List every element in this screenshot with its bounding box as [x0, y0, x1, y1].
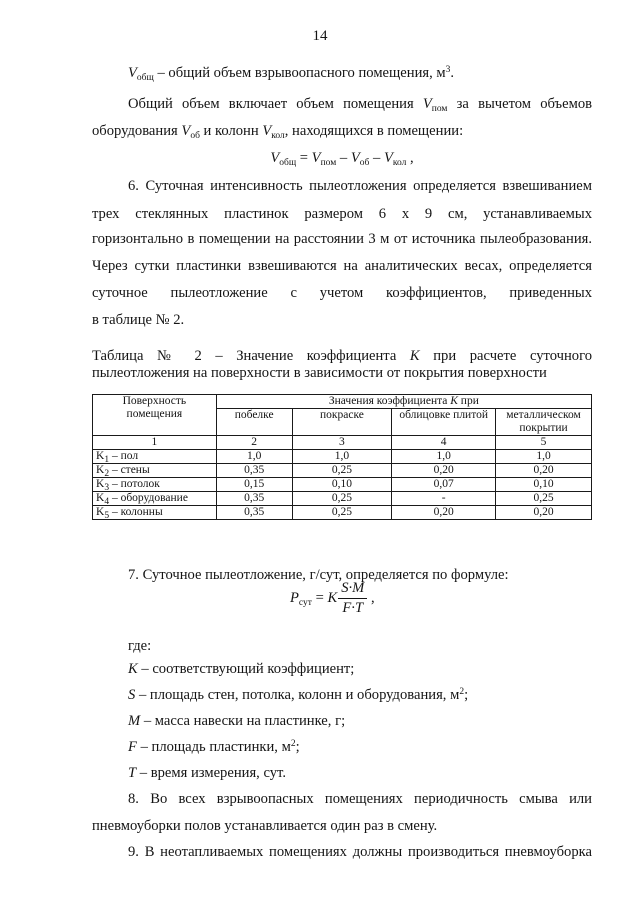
row-label: $K_1$ – пол	[93, 450, 217, 464]
header-coefficient-group: Значения коэффициента K при	[216, 395, 591, 409]
table-cell: 0,07	[392, 478, 496, 492]
para6-line-2: трех стеклянных пластинок размером 6 х 9 см, устанавливаемых	[92, 206, 592, 222]
col-number: 3	[292, 436, 392, 450]
table-cell: 1,0	[392, 450, 496, 464]
table-cell: 0,25	[292, 506, 392, 520]
row-label: $K_4$ – оборудование	[93, 492, 217, 506]
table-header-row	[93, 395, 592, 409]
dust-formula: $P_{сут} = K$ $\frac{S\cdot M}{F\cdot T}$ ,	[290, 580, 375, 616]
col-number: 4	[392, 436, 496, 450]
where-label: где:	[128, 638, 152, 654]
para8-line-2: пневмоуборки полов устанавливается один раз в смену.	[92, 818, 438, 834]
fraction-denominator: F·T	[342, 600, 364, 616]
para6-line-4: Через сутки пластинки взвешиваются на аналитических весах, определяется	[92, 258, 592, 274]
formula-fraction	[338, 580, 367, 617]
fraction-numerator: S·M	[338, 580, 367, 599]
table-caption-line-2: пылеотложения на поверхности в зависимости от покрытия поверхности	[92, 365, 547, 381]
table-cell: 0,20	[392, 506, 496, 520]
table-numbering-row	[93, 436, 592, 450]
total-volume-line-1: Общий объем включает объем помещения $V_{пом}$ за вычетом объемов	[128, 96, 593, 114]
table-cell: -	[392, 492, 496, 506]
col-number: 2	[216, 436, 292, 450]
table-cell: 0,35	[216, 464, 292, 478]
para6-line-6: в таблице № 2.	[92, 312, 185, 328]
table-cell: 1,0	[292, 450, 392, 464]
table-row	[93, 464, 592, 478]
header-surface: Поверхность помещения	[93, 395, 217, 436]
table-cell: 0,25	[292, 492, 392, 506]
definition-f: F – площадь пластинки, $м^2$;	[128, 739, 300, 755]
definition-m: M – масса навески на пластинке, г;	[128, 713, 346, 729]
table-cell: 0,35	[216, 506, 292, 520]
table-cell: 0,35	[216, 492, 292, 506]
row-label: $K_2$ – стены	[93, 464, 217, 478]
row-label: $K_5$ – колонны	[93, 506, 217, 520]
table-cell: 0,10	[496, 478, 592, 492]
para6-line-5: суточное пылеотложение с учетом коэффициентов, приведенных	[92, 285, 592, 301]
definition-k: K – соответствующий коэффициент;	[128, 661, 355, 677]
page-number: 14	[312, 28, 328, 44]
table-cell: 1,0	[216, 450, 292, 464]
table-cell: 0,25	[496, 492, 592, 506]
col-number: 5	[496, 436, 592, 450]
para7: 7. Суточное пылеотложение, г/сут, определяется по формуле:	[128, 567, 509, 583]
header-col-paint: покраске	[292, 409, 392, 436]
table-cell: 1,0	[496, 450, 592, 464]
header-col-tile: облицовке плитой	[392, 409, 496, 436]
volume-formula: $V_{общ} = V_{пом} - V_{об} - V_{кол}$ ,	[270, 150, 414, 168]
table-cell: 0,10	[292, 478, 392, 492]
definition-s: S – площадь стен, потолка, колонн и оборудования, $м^2$;	[128, 687, 469, 703]
header-col-metal: металлическом покрытии	[496, 409, 592, 436]
table-cell: 0,20	[392, 464, 496, 478]
table-row	[93, 506, 592, 520]
definition-t: T – время измерения, сут.	[128, 765, 286, 781]
volume-definition: $V_{общ}$ – общий объем взрывоопасного помещения, $м^3$.	[128, 65, 455, 83]
table-cell: 0,20	[496, 506, 592, 520]
para9-line-1: 9. В неотапливаемых помещениях должны производиться пневмоуборка	[128, 844, 592, 860]
col-number: 1	[93, 436, 217, 450]
table-row	[93, 450, 592, 464]
table-row	[93, 478, 592, 492]
table-cell: 0,15	[216, 478, 292, 492]
table-row	[93, 492, 592, 506]
header-col-whitewash: побелке	[216, 409, 292, 436]
para6-line-3: горизонтально в помещении на расстоянии 3 м от источника пылеобразования.	[92, 231, 592, 247]
table-cell: 0,25	[292, 464, 392, 478]
row-label: $K_3$ – потолок	[93, 478, 217, 492]
coefficient-table	[92, 394, 592, 520]
table-caption-line-1: Таблица № 2 – Значение коэффициента K при расчете суточного	[92, 348, 592, 364]
total-volume-line-2: оборудования $V_{об}$ и колонн $V_{кол}$, находящихся в помещении:	[92, 123, 464, 141]
para8-line-1: 8. Во всех взрывоопасных помещениях периодичность смыва или	[128, 791, 592, 807]
table-cell: 0,20	[496, 464, 592, 478]
para6-line-1: 6. Суточная интенсивность пылеотложения определяется взвешиванием	[128, 178, 592, 194]
